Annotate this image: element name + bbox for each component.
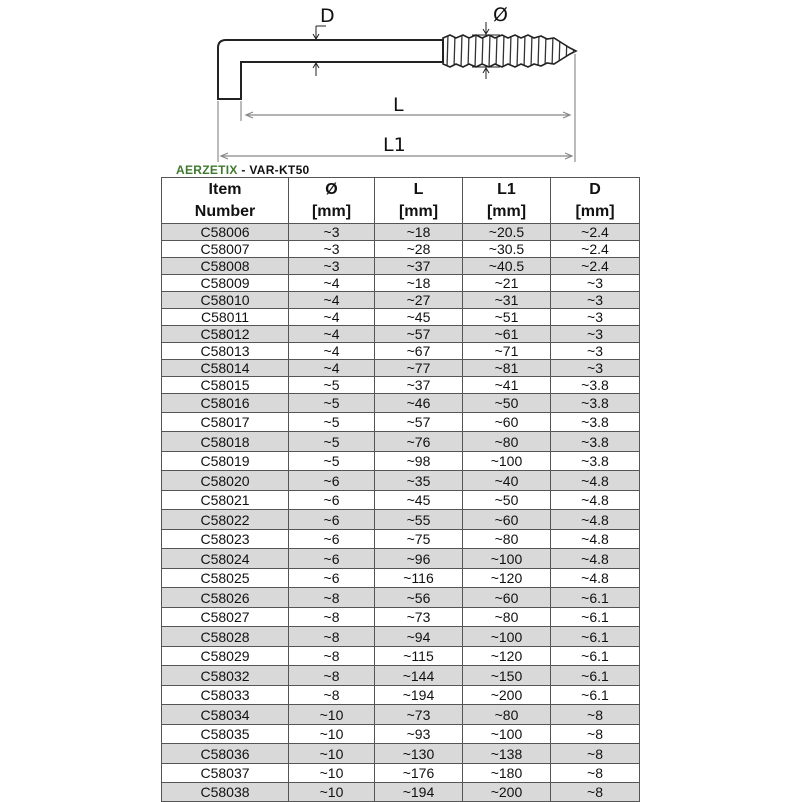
cell-total-length: ~81 (463, 360, 551, 377)
cell-total-length: ~20.5 (463, 224, 551, 241)
cell-diameter: ~6 (289, 471, 375, 491)
cell-item-number: C58010 (162, 292, 289, 309)
cell-length: ~37 (375, 377, 463, 394)
header-line: Number (194, 202, 256, 220)
cell-diameter: ~3 (289, 258, 375, 275)
table-row (162, 377, 640, 394)
cell-length: ~77 (375, 360, 463, 377)
cell-diameter: ~8 (289, 647, 375, 666)
cell-diameter: ~4 (289, 309, 375, 326)
cell-item-number: C58007 (162, 241, 289, 258)
cell-item-number: C58033 (162, 686, 289, 705)
table-row (162, 647, 640, 666)
header-total-length (463, 178, 551, 224)
header-item-number (162, 178, 289, 224)
cell-shank-diameter: ~3.8 (551, 452, 640, 471)
cell-item-number: C58037 (162, 764, 289, 783)
cell-shank-diameter: ~6.1 (551, 686, 640, 705)
header-diameter (289, 178, 375, 224)
cell-item-number: C58013 (162, 343, 289, 360)
cell-diameter: ~10 (289, 783, 375, 802)
cell-length: ~28 (375, 241, 463, 258)
cell-shank-diameter: ~3 (551, 343, 640, 360)
cell-length: ~116 (375, 569, 463, 588)
cell-total-length: ~138 (463, 744, 551, 764)
table-row (162, 764, 640, 783)
cell-item-number: C58024 (162, 549, 289, 569)
cell-length: ~37 (375, 258, 463, 275)
cell-item-number: C58027 (162, 608, 289, 627)
table-row (162, 413, 640, 432)
cell-shank-diameter: ~8 (551, 705, 640, 725)
cell-shank-diameter: ~6.1 (551, 608, 640, 627)
cell-total-length: ~60 (463, 588, 551, 608)
cell-shank-diameter: ~8 (551, 744, 640, 764)
table-row (162, 686, 640, 705)
cell-total-length: ~51 (463, 309, 551, 326)
cell-item-number: C58029 (162, 647, 289, 666)
brand-separator: - (237, 163, 250, 177)
cell-total-length: ~100 (463, 627, 551, 647)
cell-total-length: ~61 (463, 326, 551, 343)
cell-diameter: ~4 (289, 360, 375, 377)
cell-length: ~18 (375, 275, 463, 292)
hook-body (218, 40, 443, 99)
cell-length: ~27 (375, 292, 463, 309)
cell-total-length: ~60 (463, 413, 551, 432)
cell-diameter: ~8 (289, 686, 375, 705)
table-row (162, 588, 640, 608)
cell-shank-diameter: ~4.8 (551, 569, 640, 588)
cell-diameter: ~4 (289, 292, 375, 309)
cell-length: ~73 (375, 705, 463, 725)
cell-item-number: C58012 (162, 326, 289, 343)
cell-shank-diameter: ~2.4 (551, 258, 640, 275)
cell-diameter: ~10 (289, 744, 375, 764)
spec-table (161, 177, 640, 802)
cell-length: ~73 (375, 608, 463, 627)
cell-length: ~56 (375, 588, 463, 608)
cell-item-number: C58036 (162, 744, 289, 764)
cell-shank-diameter: ~6.1 (551, 588, 640, 608)
cell-length: ~75 (375, 530, 463, 549)
cell-item-number: C58032 (162, 666, 289, 686)
cell-shank-diameter: ~6.1 (551, 647, 640, 666)
cell-total-length: ~21 (463, 275, 551, 292)
cell-total-length: ~31 (463, 292, 551, 309)
table-body (162, 224, 640, 802)
cell-total-length: ~30.5 (463, 241, 551, 258)
cell-total-length: ~50 (463, 394, 551, 413)
cell-length: ~57 (375, 326, 463, 343)
table-row (162, 491, 640, 510)
cell-length: ~130 (375, 744, 463, 764)
table-row (162, 224, 640, 241)
cell-length: ~46 (375, 394, 463, 413)
cell-shank-diameter: ~4.8 (551, 549, 640, 569)
table-row (162, 725, 640, 744)
cell-total-length: ~180 (463, 764, 551, 783)
header-shank-diameter (551, 178, 640, 224)
table-row (162, 510, 640, 530)
cell-item-number: C58006 (162, 224, 289, 241)
cell-diameter: ~8 (289, 608, 375, 627)
header-length (375, 178, 463, 224)
cell-total-length: ~80 (463, 608, 551, 627)
cell-diameter: ~3 (289, 241, 375, 258)
brand-model: VAR-KT50 (249, 163, 310, 177)
cell-diameter: ~10 (289, 705, 375, 725)
table-row (162, 360, 640, 377)
cell-total-length: ~150 (463, 666, 551, 686)
cell-item-number: C58035 (162, 725, 289, 744)
cell-length: ~18 (375, 224, 463, 241)
cell-shank-diameter: ~3.8 (551, 394, 640, 413)
cell-length: ~115 (375, 647, 463, 666)
cell-shank-diameter: ~8 (551, 725, 640, 744)
table-row (162, 292, 640, 309)
cell-diameter: ~4 (289, 275, 375, 292)
cell-length: ~94 (375, 627, 463, 647)
table-row (162, 705, 640, 725)
cell-total-length: ~80 (463, 705, 551, 725)
cell-item-number: C58019 (162, 452, 289, 471)
cell-item-number: C58023 (162, 530, 289, 549)
cell-length: ~55 (375, 510, 463, 530)
header-line: Item (208, 180, 242, 198)
cell-shank-diameter: ~3.8 (551, 432, 640, 452)
header-line: L (413, 180, 424, 198)
cell-total-length: ~120 (463, 647, 551, 666)
cell-total-length: ~100 (463, 725, 551, 744)
cell-diameter: ~4 (289, 326, 375, 343)
cell-item-number: C58038 (162, 783, 289, 802)
table-row (162, 744, 640, 764)
l1-label: L1 (383, 134, 406, 156)
table-row (162, 627, 640, 647)
cell-item-number: C58018 (162, 432, 289, 452)
cell-shank-diameter: ~3 (551, 326, 640, 343)
cell-item-number: C58022 (162, 510, 289, 530)
cell-item-number: C58017 (162, 413, 289, 432)
cell-item-number: C58015 (162, 377, 289, 394)
cell-diameter: ~6 (289, 510, 375, 530)
cell-total-length: ~60 (463, 510, 551, 530)
cell-shank-diameter: ~3.8 (551, 413, 640, 432)
cell-length: ~194 (375, 686, 463, 705)
cell-shank-diameter: ~3 (551, 309, 640, 326)
header-line: Ø (325, 180, 338, 198)
cell-item-number: C58028 (162, 627, 289, 647)
cell-length: ~144 (375, 666, 463, 686)
cell-diameter: ~5 (289, 394, 375, 413)
cell-diameter: ~5 (289, 452, 375, 471)
cell-item-number: C58008 (162, 258, 289, 275)
table-row (162, 783, 640, 802)
cell-shank-diameter: ~4.8 (551, 491, 640, 510)
cell-shank-diameter: ~3 (551, 292, 640, 309)
cell-length: ~45 (375, 491, 463, 510)
cell-item-number: C58020 (162, 471, 289, 491)
cell-diameter: ~4 (289, 343, 375, 360)
table-row (162, 666, 640, 686)
cell-shank-diameter: ~3 (551, 360, 640, 377)
header-line: [mm] (311, 202, 352, 220)
cell-shank-diameter: ~8 (551, 764, 640, 783)
table-row (162, 326, 640, 343)
cell-length: ~194 (375, 783, 463, 802)
cell-shank-diameter: ~8 (551, 783, 640, 802)
header-line: [mm] (398, 202, 439, 220)
table-row (162, 241, 640, 258)
d-label: D (320, 5, 335, 27)
cell-diameter: ~3 (289, 224, 375, 241)
cell-shank-diameter: ~2.4 (551, 241, 640, 258)
table-row (162, 452, 640, 471)
cell-total-length: ~200 (463, 686, 551, 705)
cell-length: ~98 (375, 452, 463, 471)
cell-diameter: ~5 (289, 413, 375, 432)
cell-shank-diameter: ~2.4 (551, 224, 640, 241)
cell-item-number: C58034 (162, 705, 289, 725)
l-label: L (393, 94, 404, 116)
table-row (162, 549, 640, 569)
table-row (162, 343, 640, 360)
cell-length: ~176 (375, 764, 463, 783)
dia-label: Ø (493, 4, 508, 26)
cell-total-length: ~40 (463, 471, 551, 491)
table-row (162, 569, 640, 588)
cell-diameter: ~8 (289, 588, 375, 608)
cell-item-number: C58014 (162, 360, 289, 377)
table-row (162, 432, 640, 452)
table-row (162, 608, 640, 627)
cell-item-number: C58026 (162, 588, 289, 608)
cell-total-length: ~80 (463, 432, 551, 452)
cell-item-number: C58009 (162, 275, 289, 292)
cell-length: ~96 (375, 549, 463, 569)
cell-diameter: ~6 (289, 491, 375, 510)
table-row (162, 471, 640, 491)
cell-diameter: ~5 (289, 432, 375, 452)
table-row (162, 309, 640, 326)
cell-length: ~76 (375, 432, 463, 452)
cell-shank-diameter: ~3.8 (551, 377, 640, 394)
table-row (162, 394, 640, 413)
brand-caption (176, 163, 310, 177)
cell-diameter: ~6 (289, 569, 375, 588)
table-row (162, 258, 640, 275)
cell-total-length: ~120 (463, 569, 551, 588)
cell-shank-diameter: ~6.1 (551, 666, 640, 686)
table-row (162, 530, 640, 549)
header-line: L1 (497, 180, 516, 198)
header-line: D (589, 180, 601, 198)
cell-item-number: C58011 (162, 309, 289, 326)
cell-total-length: ~80 (463, 530, 551, 549)
brand-name: AERZETIX (176, 163, 238, 177)
cell-total-length: ~200 (463, 783, 551, 802)
thread-section (443, 35, 576, 67)
cell-length: ~45 (375, 309, 463, 326)
screw-hook-diagram (0, 0, 800, 170)
cell-total-length: ~40.5 (463, 258, 551, 275)
cell-diameter: ~10 (289, 725, 375, 744)
cell-length: ~57 (375, 413, 463, 432)
cell-diameter: ~5 (289, 377, 375, 394)
cell-diameter: ~8 (289, 627, 375, 647)
cell-shank-diameter: ~4.8 (551, 471, 640, 491)
cell-total-length: ~100 (463, 452, 551, 471)
cell-shank-diameter: ~4.8 (551, 530, 640, 549)
cell-item-number: C58016 (162, 394, 289, 413)
table-row (162, 275, 640, 292)
cell-diameter: ~10 (289, 764, 375, 783)
cell-length: ~93 (375, 725, 463, 744)
cell-diameter: ~6 (289, 530, 375, 549)
cell-diameter: ~6 (289, 549, 375, 569)
cell-total-length: ~41 (463, 377, 551, 394)
cell-item-number: C58025 (162, 569, 289, 588)
cell-shank-diameter: ~4.8 (551, 510, 640, 530)
cell-shank-diameter: ~3 (551, 275, 640, 292)
cell-total-length: ~71 (463, 343, 551, 360)
cell-shank-diameter: ~6.1 (551, 627, 640, 647)
cell-total-length: ~100 (463, 549, 551, 569)
cell-length: ~67 (375, 343, 463, 360)
table-header-row (162, 178, 640, 224)
cell-total-length: ~50 (463, 491, 551, 510)
cell-item-number: C58021 (162, 491, 289, 510)
header-line: [mm] (575, 202, 615, 220)
cell-length: ~35 (375, 471, 463, 491)
header-line: [mm] (486, 202, 527, 220)
cell-diameter: ~8 (289, 666, 375, 686)
